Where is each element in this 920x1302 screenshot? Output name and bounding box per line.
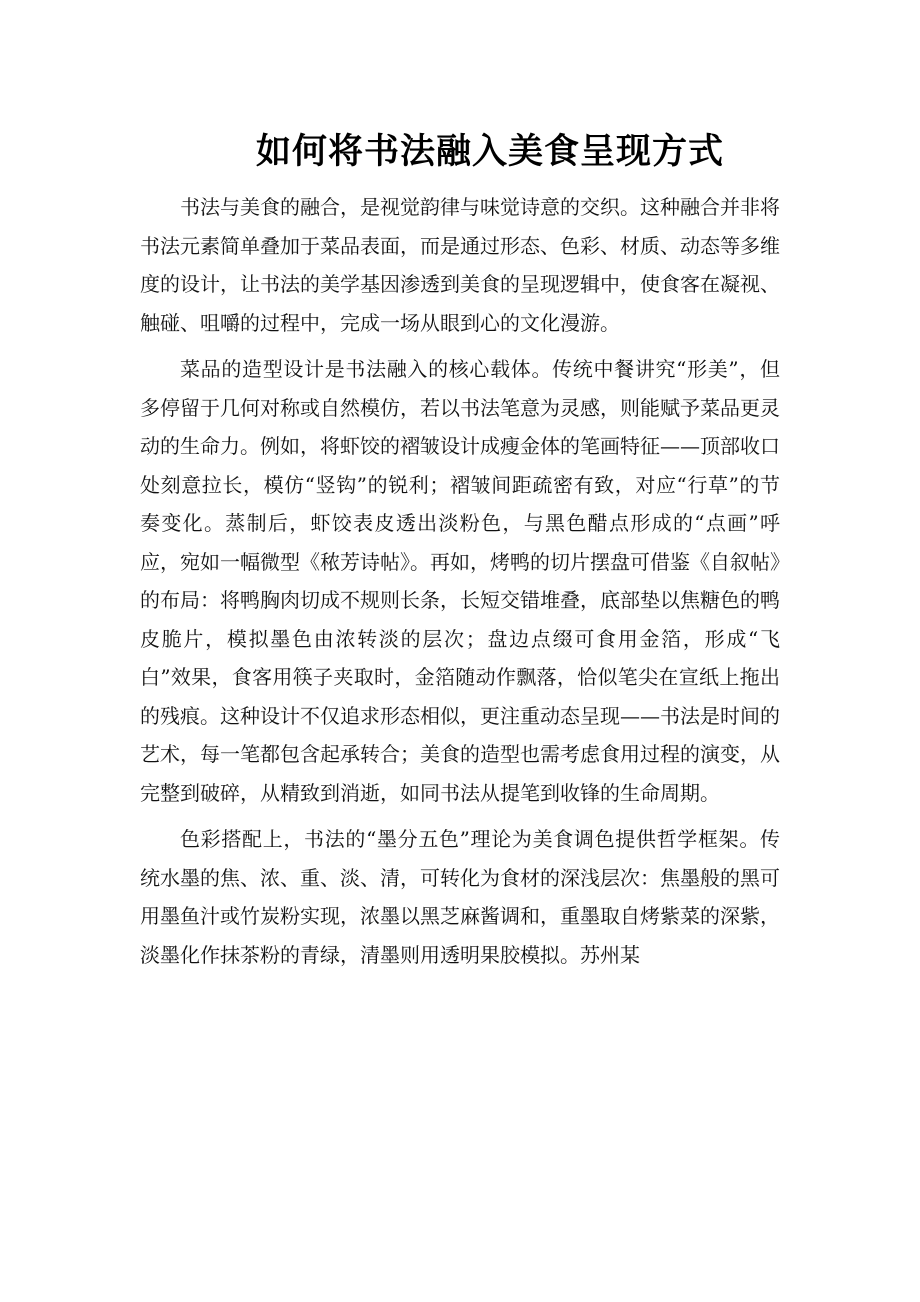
page-title: 如何将书法融入美食呈现方式 — [255, 132, 724, 172]
paragraph-color-matching: 色彩搭配上，书法的“墨分五色”理论为美食调色提供哲学框架。传统水墨的焦、浓、重、淡、清，可转化为食材的深浅层次：焦墨般的黑可用墨鱼汁或竹炭粉实现，浓墨以黑芝麻酱调和，重墨取自烤紫菜的深紫，淡墨化作抹茶粉的青绿，清墨则用透明果胶模拟。苏州某 — [140, 827, 780, 967]
paragraph-shape-design: 菜品的造型设计是书法融入的核心载体。传统中餐讲究“形美”，但多停留于几何对称或自然模仿，若以书法笔意为灵感，则能赋予菜品更灵动的生命力。例如，将虾饺的褶皱设计成瘦金体的笔画特征——顶部收口处刻意拉长，模仿“竖钩”的锐利；褶皱间距疏密有致，对应“行草”的节奏变化。蒸制后，虾饺表皮透出淡粉色，与黑色醋点形成的“点画”呼应，宛如一幅微型《秾芳诗帖》。再如，烤鸭的切片摆盘可借鉴《自叙帖》的布局：将鸭胸肉切成不规则长条，长短交错堆叠，底部垫以焦糖色的鸭皮脆片，模拟墨色由浓转淡的层次；盘边点缀可食用金箔，形成“飞白”效果，食客用筷子夹取时，金箔随动作飘落，恰似笔尖在宣纸上拖出的残痕。这种设计不仅追求形态相似，更注重动态呈现——书法是时间的艺术，每一笔都包含起承转合；美食的造型也需考虑食用过程的演变，从完整到破碎，从精致到消逝，如同书法从提笔到收锋的生命周期。 — [140, 357, 780, 805]
paragraph-intro: 书法与美食的融合，是视觉韵律与味觉诗意的交织。这种融合并非将书法元素简单叠加于菜品表面，而是通过形态、色彩、材质、动态等多维度的设计，让书法的美学基因渗透到美食的呈现逻辑中，使食客在凝视、触碰、咀嚼的过程中，完成一场从眼到心的文化漫游。 — [140, 195, 780, 335]
document-body — [140, 188, 780, 982]
